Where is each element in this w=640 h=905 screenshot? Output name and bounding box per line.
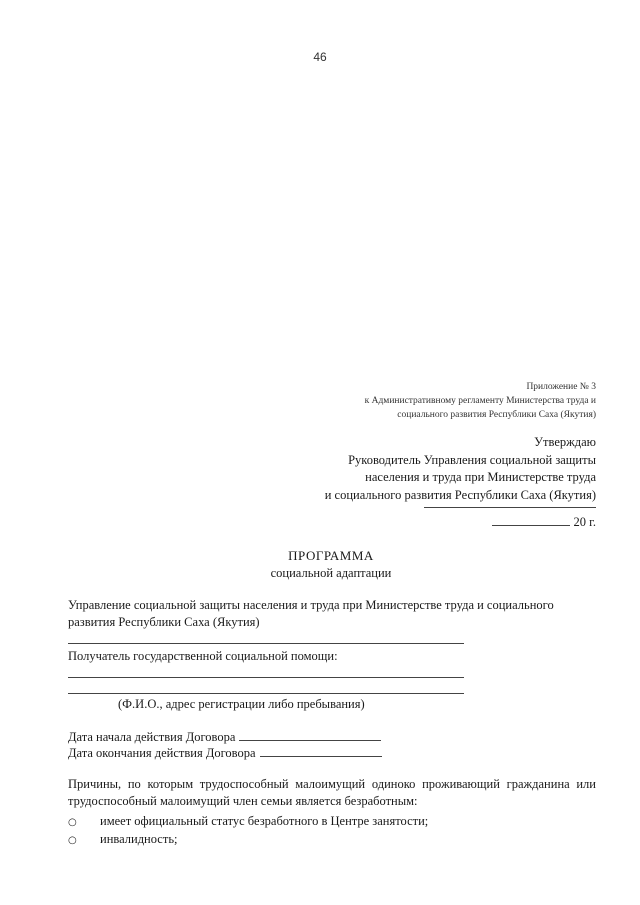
- page-number: 46: [313, 50, 327, 64]
- appendix-line-3: социального развития Республики Саха (Якутия): [397, 410, 596, 420]
- appendix-note: [365, 380, 596, 422]
- recipient-label: Получатель государственной социальной помощи:: [68, 649, 338, 663]
- appendix-line-1: Приложение № 3: [526, 382, 596, 392]
- contract-end-blank: [260, 746, 382, 757]
- date-blank: [492, 515, 570, 526]
- list-item-text: имеет официальный статус безработного в Центре занятости;: [100, 814, 429, 828]
- contract-start-label: Дата начала действия Договора: [68, 730, 236, 744]
- appendix-line-2: к Административному регламенту Министерства труда и: [364, 396, 596, 406]
- organization-blank-line: [68, 643, 464, 644]
- approve-line-2: Руководитель Управления социальной защиты: [348, 452, 596, 467]
- contract-end-label: Дата окончания действия Договора: [68, 746, 256, 760]
- contract-end: [68, 746, 382, 761]
- contract-start: [68, 730, 381, 745]
- list-item: [68, 832, 178, 847]
- bullet-circle-icon: ○: [68, 817, 77, 828]
- recipient-hint: (Ф.И.О., адрес регистрации либо пребывания): [118, 697, 365, 711]
- list-item-text: инвалидность;: [100, 832, 178, 846]
- approve-line-1: Утверждаю: [534, 435, 596, 449]
- document-subtitle: социальной адаптации: [270, 566, 392, 580]
- date-suffix: 20 г.: [573, 515, 596, 529]
- document-title: ПРОГРАММА: [288, 548, 374, 563]
- organization-text: Управление социальной защиты населения и труда при Министерстве труда и социального развития Республики Саха (Якутия): [68, 598, 554, 629]
- recipient-blank-line-2: [68, 693, 464, 694]
- signature-line: [424, 507, 596, 508]
- list-item: [68, 814, 428, 829]
- bullet-circle-icon: ○: [68, 835, 77, 846]
- reasons-text: Причины, по которым трудоспособный малоимущий одиноко проживающий гражданина или трудоспособный малоимущий член семьи является безработным:: [68, 777, 596, 808]
- approval-block: [325, 434, 596, 504]
- approval-date: [492, 515, 596, 530]
- approve-line-3: населения и труда при Министерстве труда: [365, 470, 596, 484]
- contract-start-blank: [239, 730, 381, 741]
- approve-line-4: и социального развития Республики Саха (Якутия): [324, 487, 596, 502]
- recipient-blank-line-1: [68, 677, 464, 678]
